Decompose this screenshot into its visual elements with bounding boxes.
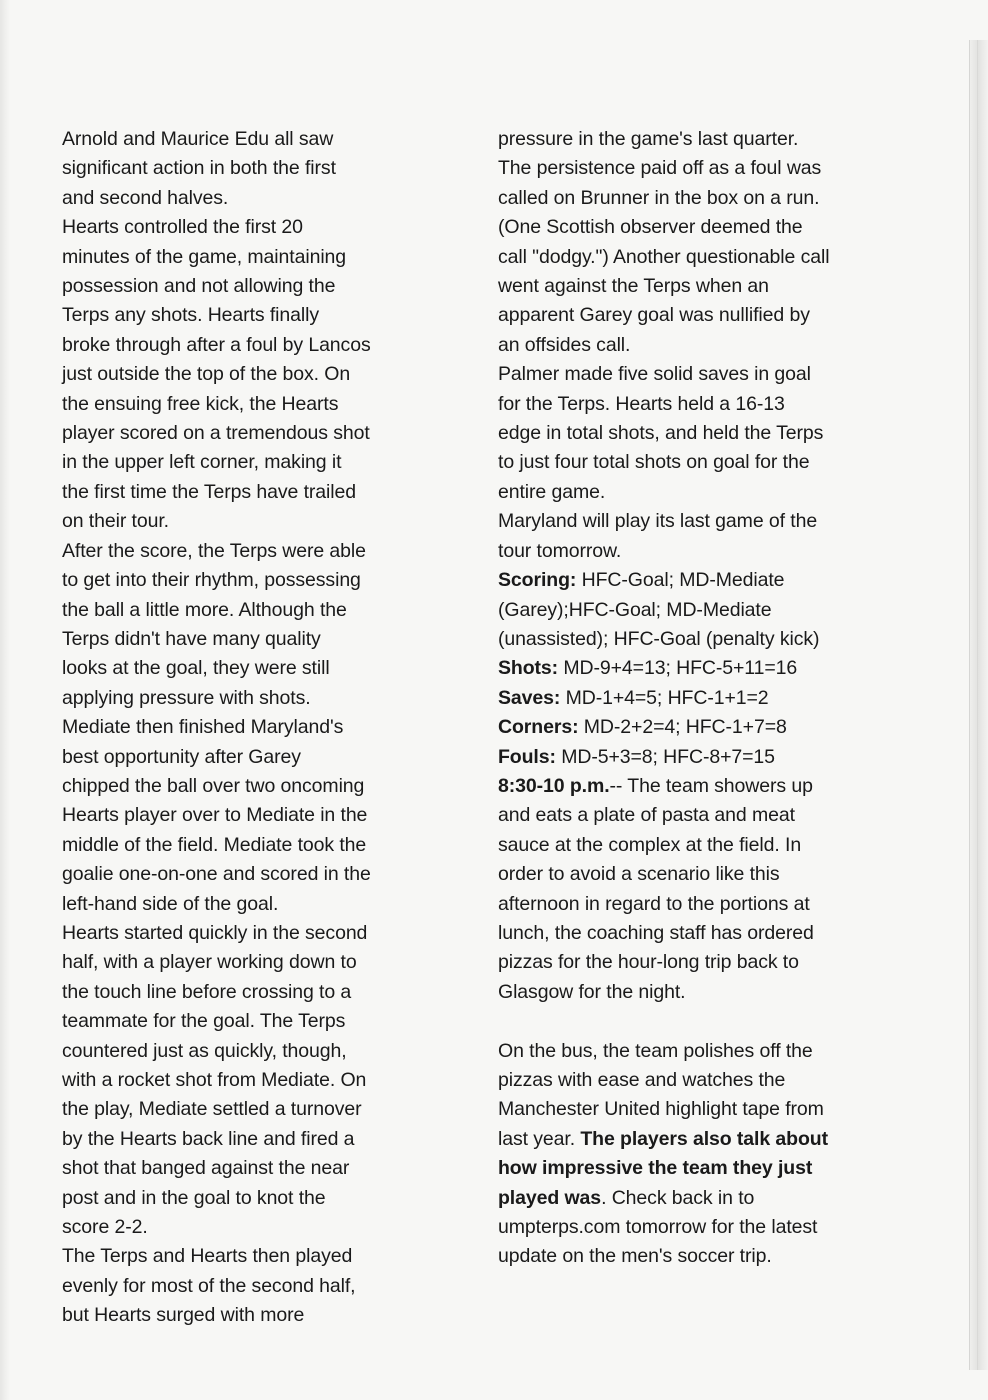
- right-column-evening-text: [498, 801, 938, 1007]
- text-line: post and in the goal to knot the: [62, 1186, 326, 1209]
- text-line: The persistence paid off as a foul was: [498, 157, 822, 180]
- stat-label: Shots:: [498, 657, 559, 680]
- text-line: sauce at the complex at the field. In: [498, 833, 802, 856]
- text-line: shot that banged against the near: [62, 1157, 350, 1180]
- text-line: pizzas with ease and watches the: [498, 1068, 786, 1091]
- paragraph-gap: [498, 1007, 938, 1036]
- text-line: called on Brunner in the box on a run.: [498, 186, 820, 209]
- text-line: Terps didn't have many quality: [62, 627, 321, 650]
- text-line: and eats a plate of pasta and meat: [498, 804, 795, 827]
- text-line: entire game.: [498, 480, 606, 503]
- text-line: looks at the goal, they were still: [62, 657, 330, 680]
- stat-line: [498, 566, 938, 595]
- text-run: . Check back in to: [601, 1186, 755, 1209]
- text-line: Hearts controlled the first 20: [62, 216, 303, 239]
- stat-value: MD-5+3=8; HFC-8+7=15: [555, 745, 775, 768]
- stat-label: 8:30-10 p.m.: [498, 774, 610, 797]
- text-line: to get into their rhythm, possessing: [62, 569, 361, 592]
- text-line: applying pressure with shots.: [62, 686, 311, 709]
- text-line: score 2-2.: [62, 1216, 148, 1239]
- stat-line: [498, 596, 938, 625]
- right-column-top-text: [498, 125, 938, 566]
- text-line: best opportunity after Garey: [62, 745, 301, 768]
- text-line: On the bus, the team polishes off the: [498, 1039, 813, 1062]
- stat-label: Scoring:: [498, 569, 577, 592]
- text-line: possession and not allowing the: [62, 275, 336, 298]
- text-line: Palmer made five solid saves in goal: [498, 363, 811, 386]
- text-line: afternoon in regard to the portions at: [498, 892, 810, 915]
- text-line: with a rocket shot from Mediate. On: [62, 1069, 367, 1091]
- stat-value: (unassisted); HFC-Goal (penalty kick): [498, 627, 820, 650]
- text-line: goalie one-on-one and scored in the: [62, 863, 371, 886]
- text-line: teammate for the goal. The Terps: [62, 1010, 346, 1033]
- text-line: Hearts player over to Mediate in the: [62, 804, 368, 827]
- text-line: in the upper left corner, making it: [62, 451, 342, 474]
- text-line: Manchester United highlight tape from: [498, 1098, 824, 1121]
- stat-value: MD-1+4=5; HFC-1+1=2: [560, 686, 769, 709]
- text-line: minutes of the game, maintaining: [62, 245, 347, 268]
- text-line: call "dodgy.") Another questionable call: [498, 245, 830, 268]
- text-run: last year.: [498, 1127, 581, 1150]
- text-line: order to avoid a scenario like this: [498, 863, 780, 886]
- text-line: to just four total shots on goal for the: [498, 451, 810, 474]
- page-edge: [969, 40, 988, 1370]
- text-line: chipped the ball over two oncoming: [62, 774, 365, 797]
- text-line: Terps any shots. Hearts finally: [62, 304, 320, 327]
- text-line: countered just as quickly, though,: [62, 1039, 347, 1062]
- text-line: the touch line before crossing to a: [62, 980, 352, 1003]
- text-line: tour tomorrow.: [498, 539, 622, 562]
- text-line: evenly for most of the second half,: [62, 1274, 356, 1297]
- stat-line: [498, 684, 938, 713]
- text-line: edge in total shots, and held the Terps: [498, 422, 824, 445]
- text-line: player scored on a tremendous shot: [62, 422, 370, 445]
- text-line: half, with a player working down to: [62, 951, 357, 974]
- left-column: [62, 125, 474, 1331]
- text-line: (One Scottish observer deemed the: [498, 216, 803, 239]
- stat-value: MD-2+2=4; HFC-1+7=8: [578, 716, 787, 739]
- stat-value: (Garey);HFC-Goal; MD-Mediate: [498, 598, 772, 621]
- page-edge-line: [977, 40, 978, 1370]
- text-line: Mediate then finished Maryland's: [62, 716, 344, 739]
- text-line: broke through after a foul by Lancos: [62, 333, 371, 356]
- text-line: Maryland will play its last game of the: [498, 510, 818, 533]
- stat-line: [498, 772, 938, 801]
- text-line: by the Hearts back line and fired a: [62, 1127, 355, 1150]
- text-line: the play, Mediate settled a turnover: [62, 1098, 362, 1121]
- text-line: went against the Terps when an: [498, 275, 769, 298]
- text-line: Glasgow for the night.: [498, 980, 686, 1003]
- text-line: The Terps and Hearts then played: [62, 1245, 353, 1268]
- text-line: an offsides call.: [498, 333, 631, 356]
- bold-text-run: played was: [498, 1186, 602, 1209]
- binding-shadow: [0, 0, 10, 1400]
- text-line: [498, 1184, 938, 1213]
- text-line: update on the men's soccer trip.: [498, 1245, 772, 1268]
- text-line: left-hand side of the goal.: [62, 892, 279, 915]
- stat-label: Fouls:: [498, 745, 556, 768]
- text-line: the first time the Terps have trailed: [62, 480, 356, 503]
- stat-line: [498, 625, 938, 654]
- text-line: Hearts started quickly in the second: [62, 921, 368, 944]
- text-line: for the Terps. Hearts held a 16-13: [498, 392, 785, 415]
- text-line: pizzas for the hour-long trip back to: [498, 951, 799, 974]
- text-line: After the score, the Terps were able: [62, 539, 366, 562]
- text-line: and second halves.: [62, 186, 229, 209]
- text-line: apparent Garey goal was nullified by: [498, 304, 810, 327]
- bus-paragraph: [498, 1037, 938, 1272]
- stat-value: MD-9+4=13; HFC-5+11=16: [558, 657, 798, 680]
- stat-value: -- The team showers up: [609, 774, 813, 797]
- text-line: the ball a little more. Although the: [62, 598, 347, 621]
- text-line: middle of the field. Mediate took the: [62, 833, 367, 856]
- stat-value: HFC-Goal; MD-Mediate: [576, 569, 785, 592]
- text-line: lunch, the coaching staff has ordered: [498, 921, 814, 944]
- text-line: [498, 1125, 938, 1154]
- text-line: just outside the top of the box. On: [62, 363, 351, 386]
- match-stats: [498, 566, 938, 801]
- stat-line: [498, 713, 938, 742]
- text-line: the ensuing free kick, the Hearts: [62, 392, 339, 415]
- stat-label: Corners:: [498, 716, 579, 739]
- text-line: significant action in both the first: [62, 157, 336, 180]
- text-line: how impressive the team they just: [498, 1157, 813, 1180]
- text-line: but Hearts surged with more: [62, 1304, 305, 1327]
- stat-line: [498, 654, 938, 683]
- text-line: Arnold and Maurice Edu all saw: [62, 128, 334, 150]
- text-line: pressure in the game's last quarter.: [498, 128, 799, 150]
- right-column: [498, 125, 938, 1272]
- text-line: on their tour.: [62, 510, 170, 533]
- bold-text-run: The players also talk about: [580, 1127, 828, 1150]
- text-line: umpterps.com tomorrow for the latest: [498, 1216, 818, 1239]
- stat-label: Saves:: [498, 686, 561, 709]
- stat-line: [498, 743, 938, 772]
